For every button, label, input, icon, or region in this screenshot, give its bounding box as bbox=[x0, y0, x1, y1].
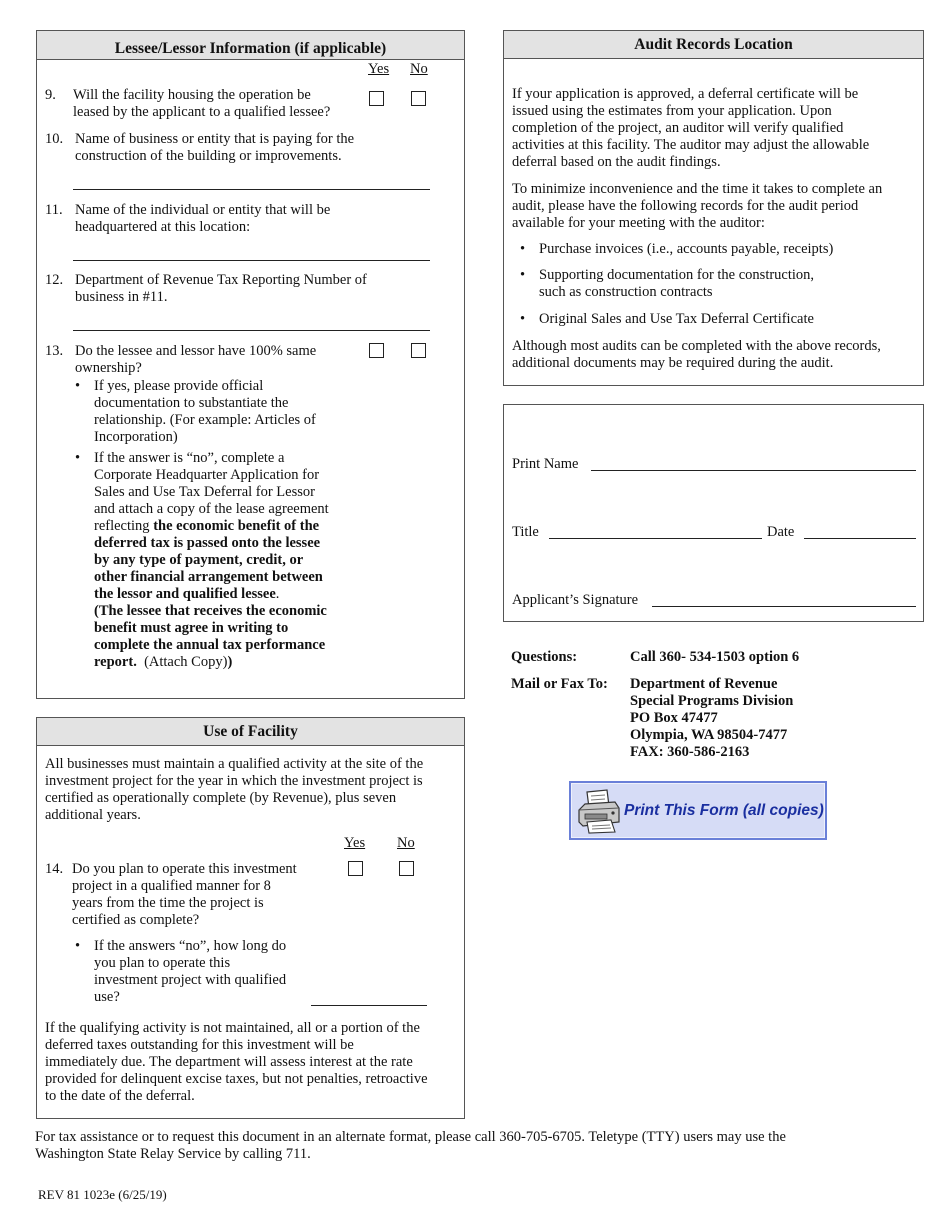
q11-answer-field[interactable] bbox=[73, 260, 430, 261]
audit-bullet-construction-line2: such as construction contracts bbox=[539, 284, 713, 300]
q9-no-checkbox[interactable] bbox=[411, 91, 426, 106]
q13-bullet-no-bold2-line: (The lessee that receives the economic bbox=[94, 603, 327, 619]
print-name-field[interactable] bbox=[591, 470, 916, 471]
q13-text-line2: ownership? bbox=[75, 360, 142, 376]
lessee-header-bg bbox=[37, 31, 464, 38]
audit-paragraph-2 bbox=[512, 181, 882, 232]
q13-bullet-no-report-line bbox=[94, 654, 414, 671]
q14-bullet-line: you plan to operate this bbox=[94, 955, 231, 971]
facility-footer-line: If the qualifying activity is not maintained, all or a portion of the bbox=[45, 1020, 420, 1036]
q11-text-line2: headquartered at this location: bbox=[75, 219, 251, 235]
q14-bullet-line: • If the answers “no”, how long do bbox=[94, 938, 287, 954]
q14-number: 14. bbox=[45, 861, 64, 877]
audit-p1-line: completion of the project, an auditor will verify qualified bbox=[512, 120, 844, 136]
q14-bullet-line: use? bbox=[94, 989, 120, 1005]
q13-bullet-yes bbox=[94, 378, 394, 446]
questions-label: Questions: bbox=[511, 649, 578, 665]
audit-p2-line: To minimize inconvenience and the time it takes to complete an bbox=[512, 181, 883, 197]
audit-p2-line: audit, please have the following records for the audit period bbox=[512, 198, 859, 214]
period-text: . bbox=[275, 586, 280, 602]
print-name-label: Print Name bbox=[512, 456, 579, 472]
printer-icon bbox=[575, 788, 623, 834]
questions-phone: Call 360- 534-1503 option 6 bbox=[630, 649, 800, 665]
q9-yes-checkbox[interactable] bbox=[369, 91, 384, 106]
audit-p1-line: deferral based on the audit findings. bbox=[512, 154, 721, 170]
q13-bullet-yes-line: Incorporation) bbox=[94, 429, 178, 445]
q13-bullet-no-bold2-line: benefit must agree in writing to bbox=[94, 620, 289, 636]
audit-records-section bbox=[503, 30, 924, 386]
q9-text-line1: Will the facility housing the operation be bbox=[73, 87, 311, 103]
q13-yes-checkbox[interactable] bbox=[369, 343, 384, 358]
q14-bullet-line: investment project with qualified bbox=[94, 972, 287, 988]
q12-text-line1: Department of Revenue Tax Reporting Number of bbox=[75, 272, 367, 288]
q14-bullet bbox=[94, 938, 286, 1006]
attach-copy-text: (Attach Copy) bbox=[136, 654, 228, 670]
mailing-address bbox=[630, 676, 793, 761]
title-label: Title bbox=[512, 524, 539, 540]
signature-label: Applicant’s Signature bbox=[512, 592, 639, 608]
q13-bullet-no bbox=[94, 450, 414, 671]
lessee-lessor-title: Lessee/Lessor Information (if applicable) bbox=[37, 37, 464, 60]
tax-assistance-line1: For tax assistance or to request this document in an alternate format, please call 360-705-6705. Teletype (TTY) users may use the bbox=[35, 1129, 786, 1145]
q13-bullet-yes-line: • If yes, please provide official bbox=[94, 378, 264, 394]
q10-text-line1: Name of business or entity that is paying for the bbox=[75, 131, 355, 147]
facility-intro bbox=[45, 756, 423, 824]
q13-bullet-no-bold2-line: complete the annual tax performance bbox=[94, 637, 326, 653]
facility-intro-line: additional years. bbox=[45, 807, 141, 823]
signature-field[interactable] bbox=[652, 606, 916, 607]
q12-number: 12. bbox=[45, 272, 64, 288]
q9-text-line2: leased by the applicant to a qualified lessee? bbox=[73, 104, 331, 120]
signature-section bbox=[503, 404, 924, 622]
audit-records-title: Audit Records Location bbox=[504, 31, 923, 59]
q14-text-line: certified as complete? bbox=[72, 912, 200, 928]
report-bold: report. bbox=[94, 654, 137, 670]
facility-intro-line: investment project for the year in which the investment project is bbox=[45, 773, 423, 789]
q13-bullet-no-bold-line: other financial arrangement between bbox=[94, 569, 323, 585]
q14-text bbox=[72, 861, 297, 929]
audit-bullet-construction-line1: • Supporting documentation for the construction, bbox=[539, 267, 815, 283]
address-line: Olympia, WA 98504-7477 bbox=[630, 727, 788, 743]
q13-bullet-no-reflect-line bbox=[94, 518, 414, 535]
audit-p1-line: issued using the estimates from your application. Upon bbox=[512, 103, 832, 119]
reflecting-text: reflecting bbox=[94, 518, 154, 534]
q13-bullet-no-lessor-line bbox=[94, 586, 414, 603]
use-of-facility-section bbox=[36, 717, 465, 1119]
q13-bullet-no-line: • If the answer is “no”, complete a bbox=[94, 450, 285, 466]
audit-paragraph-1 bbox=[512, 86, 869, 171]
date-field[interactable] bbox=[804, 538, 916, 539]
title-field[interactable] bbox=[549, 538, 762, 539]
audit-paragraph-3 bbox=[512, 338, 881, 372]
q10-number: 10. bbox=[45, 131, 64, 147]
q9-number: 9. bbox=[45, 87, 56, 103]
facility-footer-line: deferred taxes outstanding for this investment will be bbox=[45, 1037, 354, 1053]
audit-bullet-construction bbox=[539, 267, 814, 301]
facility-footer-text bbox=[45, 1020, 428, 1105]
no-column-label: No bbox=[410, 61, 428, 77]
q13-bullet-no-bold-line: deferred tax is passed onto the lessee bbox=[94, 535, 321, 551]
date-label: Date bbox=[767, 524, 795, 540]
q14-duration-field[interactable] bbox=[311, 1005, 427, 1006]
q11-number: 11. bbox=[45, 202, 63, 218]
q14-text-line: project in a qualified manner for 8 bbox=[72, 878, 271, 894]
facility-footer-line: provided for delinquent excise taxes, but not penalties, retroactive bbox=[45, 1071, 428, 1087]
address-line: FAX: 360-586-2163 bbox=[630, 744, 750, 760]
q14-text-line: years from the time the project is bbox=[72, 895, 264, 911]
facility-intro-line: certified as operationally complete (by Revenue), plus seven bbox=[45, 790, 397, 806]
tax-assistance-note bbox=[35, 1129, 786, 1163]
address-line: Special Programs Division bbox=[630, 693, 794, 709]
q13-bullet-no-bold-line: by any type of payment, credit, or bbox=[94, 552, 304, 568]
lessor-qualified-bold: the lessor and qualified lessee bbox=[94, 586, 276, 602]
q10-answer-field[interactable] bbox=[73, 189, 430, 190]
closing-paren: ) bbox=[227, 654, 233, 670]
mail-fax-label: Mail or Fax To: bbox=[511, 676, 608, 692]
q13-bullet-no-line: and attach a copy of the lease agreement bbox=[94, 501, 329, 517]
q13-number: 13. bbox=[45, 343, 64, 359]
use-of-facility-title: Use of Facility bbox=[37, 718, 464, 746]
q11-text-line1: Name of the individual or entity that will be bbox=[75, 202, 331, 218]
audit-bullet-certificate: • Original Sales and Use Tax Deferral Certificate bbox=[539, 311, 814, 328]
yes-column-label: Yes bbox=[344, 835, 366, 851]
no-column-label: No bbox=[397, 835, 415, 851]
q14-no-checkbox[interactable] bbox=[399, 861, 414, 876]
audit-p1-line: If your application is approved, a deferral certificate will be bbox=[512, 86, 859, 102]
address-line: PO Box 47477 bbox=[630, 710, 718, 726]
q13-text-line1: Do the lessee and lessor have 100% same bbox=[75, 343, 317, 359]
audit-p1-line: activities at this facility. The auditor may adjust the allowable bbox=[512, 137, 870, 153]
audit-p3-line: additional documents may be required during the audit. bbox=[512, 355, 834, 371]
yes-column-label: Yes bbox=[368, 61, 390, 77]
audit-p3-line: Although most audits can be completed with the above records, bbox=[512, 338, 881, 354]
q13-bullet-no-line: Corporate Headquarter Application for bbox=[94, 467, 320, 483]
q13-no-checkbox[interactable] bbox=[411, 343, 426, 358]
q12-text-line2: business in #11. bbox=[75, 289, 168, 305]
q13-bullet-yes-line: relationship. (For example: Articles of bbox=[94, 412, 316, 428]
form-id: REV 81 1023e (6/25/19) bbox=[38, 1187, 167, 1202]
economic-benefit-bold: the economic benefit of the bbox=[153, 518, 320, 534]
audit-bullet-invoices: • Purchase invoices (i.e., accounts payable, receipts) bbox=[539, 241, 833, 258]
q14-yes-checkbox[interactable] bbox=[348, 861, 363, 876]
facility-footer-line: to the date of the deferral. bbox=[45, 1088, 195, 1104]
q13-bullet-yes-line: documentation to substantiate the bbox=[94, 395, 289, 411]
facility-intro-line: All businesses must maintain a qualified activity at the site of the bbox=[45, 756, 424, 772]
tax-assistance-line2: Washington State Relay Service by calling 711. bbox=[35, 1146, 311, 1162]
print-form-button-label: Print This Form (all copies) bbox=[624, 802, 824, 819]
q14-text-line: Do you plan to operate this investment bbox=[72, 861, 297, 877]
q10-text-line2: construction of the building or improvements. bbox=[75, 148, 342, 164]
audit-p2-line: available for your meeting with the auditor: bbox=[512, 215, 765, 231]
print-form-button[interactable] bbox=[569, 781, 827, 840]
q12-answer-field[interactable] bbox=[73, 330, 430, 331]
facility-footer-line: immediately due. The department will assess interest at the rate bbox=[45, 1054, 413, 1070]
lessee-lessor-section bbox=[36, 30, 465, 699]
q13-bullet-no-line: Sales and Use Tax Deferral for Lessor bbox=[94, 484, 315, 500]
address-line: Department of Revenue bbox=[630, 676, 778, 692]
